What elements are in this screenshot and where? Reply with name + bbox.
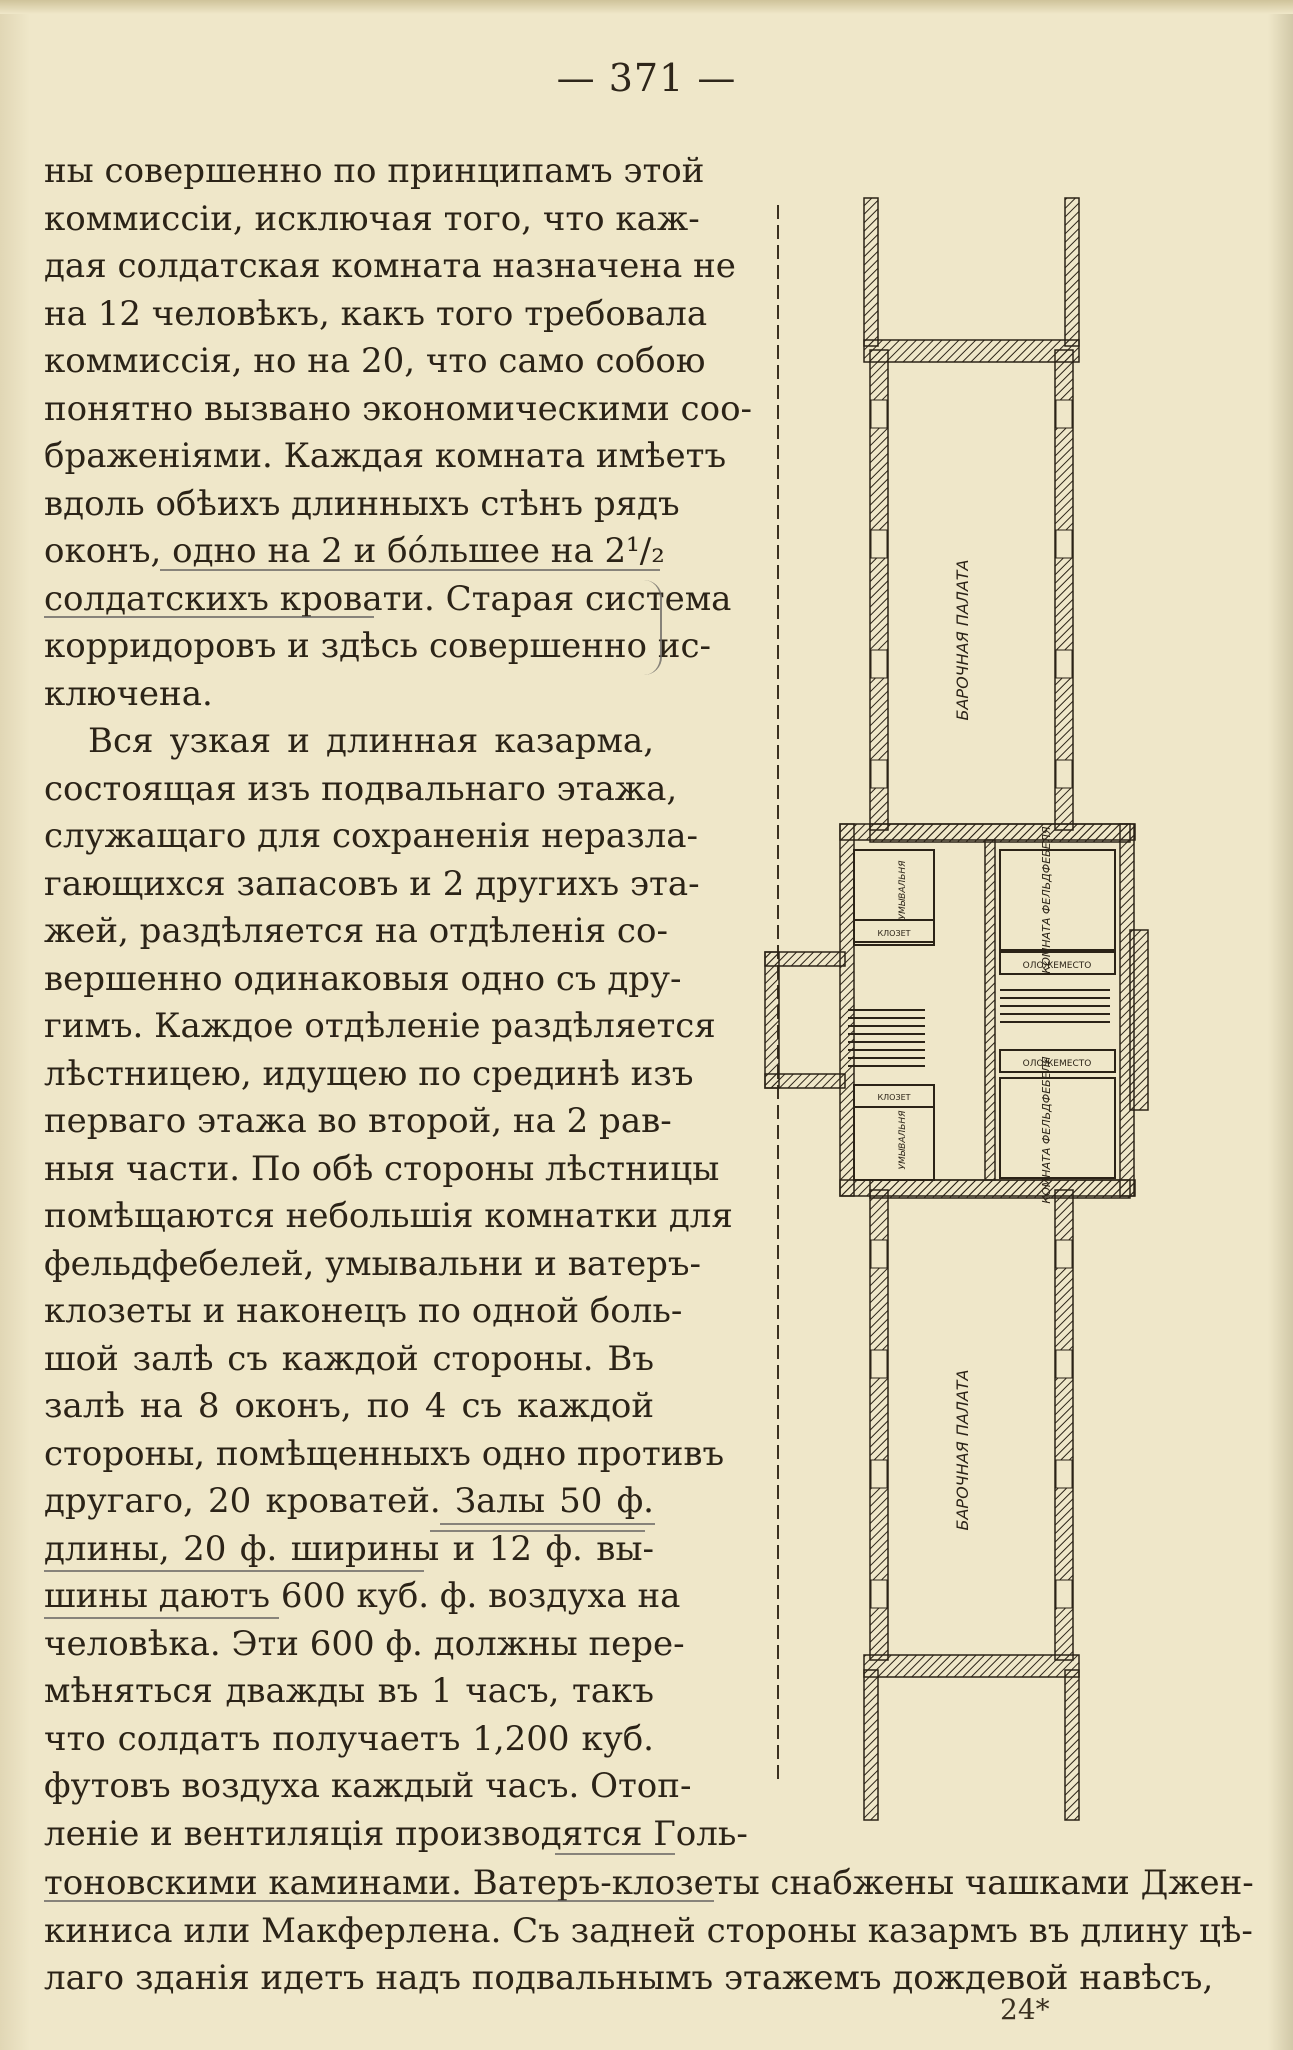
text-line: коммиссіи, исключая того, что каж- [44,198,700,239]
text-line: залѣ на 8 оконъ, по 4 съ каждой [44,1386,654,1426]
room-top-label: КОМНАТА ФЕЛЬДФЕБЕЛЯ [1040,826,1053,974]
text-line: корридоровъ и здѣсь совершенно ис- [44,626,712,666]
text-line: гающихся запасовъ и 2 другихъ эта- [44,863,700,904]
text-line: леніе и вентиляція производятся Голь- [44,1813,748,1854]
text-line: перваго этажа во второй, на 2 рав- [44,1101,672,1141]
text-line: помѣщаются небольшія комнатки для [44,1196,733,1236]
text-line: ключена. [44,673,213,714]
text-line: шой залѣ съ каждой стороны. Въ [44,1338,654,1379]
text-line: лаго зданія идетъ надъ подвальнымъ этажемъ дождевой навѣсъ, [44,1958,1214,1998]
text-line: шины даютъ 600 куб. ф. воздуха на [44,1576,681,1616]
text-line: мѣняться дважды въ 1 часъ, такъ [44,1671,654,1711]
closet-top-label: КЛОЗЕТ [877,929,911,938]
text-line: другаго, 20 кроватей. Залы 50 ф. [44,1481,654,1521]
signature-mark: 24* [1000,1993,1050,2026]
text-line: браженіями. Каждая комната имѣетъ [44,436,727,476]
text-line: гимъ. Каждое отдѣленіе раздѣляется [44,1006,716,1046]
text-line: ныя части. По обѣ стороны лѣстницы [44,1148,720,1189]
text-line: что солдатъ получаетъ 1,200 куб. [44,1718,654,1759]
text-line: футовъ воздуха каждый часъ. Отоп- [44,1766,692,1806]
ward-bottom-label: БАРОЧНАЯ ПАЛАТА [953,1369,972,1531]
text-line: Вся узкая и длинная казарма, [88,721,654,761]
text-line: служащаго для сохраненія неразла- [44,816,698,856]
text-line: клозеты и наконецъ по одной боль- [44,1291,683,1331]
text-line: вершенно одинаковыя одно съ дру- [44,958,682,999]
wc-top-label: ОЛОЖЕМЕСТО [1022,961,1092,971]
stairs [848,990,1110,1066]
washroom-top-label: УМЫВАЛЬНЯ [898,860,908,920]
text-line: жей, раздѣляется на отдѣленія со- [44,911,668,951]
lower-ward [864,1180,1130,1820]
ward-top-label: БАРОЧНАЯ ПАЛАТА [953,559,972,721]
text-line: стороны, помѣщенныхъ одно противъ [44,1433,725,1474]
text-line: дая солдатская комната назначена не [44,246,736,286]
text-line: киниса или Макферлена. Съ задней стороны казармъ въ длину цѣ- [44,1910,1253,1951]
text-line: вдоль обѣихъ длинныхъ стѣнъ рядъ [44,483,680,524]
text-line: длины, 20 ф. ширины и 12 ф. вы- [44,1528,654,1569]
text-line: солдатскихъ кровати. Старая система [44,578,732,619]
washroom-bottom-label: УМЫВАЛЬНЯ [898,1110,908,1170]
text-line: на 12 человѣкъ, какъ того требовала [44,293,708,334]
text-line: ны совершенно по принципамъ этой [44,151,705,191]
text-line: тоновскими каминами. Ватеръ-клозеты снабжены чашками Джен- [44,1863,1254,1903]
text-line: фельдфебелей, умывальни и ватеръ- [44,1243,701,1284]
wc-bottom-label: ОЛОЖЕМЕСТО [1022,1059,1092,1069]
room-bottom-label: КОМНАТА ФЕЛЬДФЕБЕЛЯ [1040,1056,1053,1204]
text-line: оконъ, одно на 2 и бóльшее на 2¹/₂ [44,531,665,571]
text-line: лѣстницею, идущею по срединѣ изъ [44,1053,694,1094]
page-number: — 371 — [556,56,737,100]
text-line: коммиссія, но на 20, что само собою [44,341,706,381]
central-block [765,824,1148,1196]
text-line: понятно вызвано экономическими соо- [44,388,753,429]
upper-ward [864,198,1130,842]
text-line: состоящая изъ подвальнаго этажа, [44,768,678,809]
text-line: человѣка. Эти 600 ф. должны пере- [44,1623,685,1664]
closet-bottom-label: КЛОЗЕТ [877,1093,911,1102]
